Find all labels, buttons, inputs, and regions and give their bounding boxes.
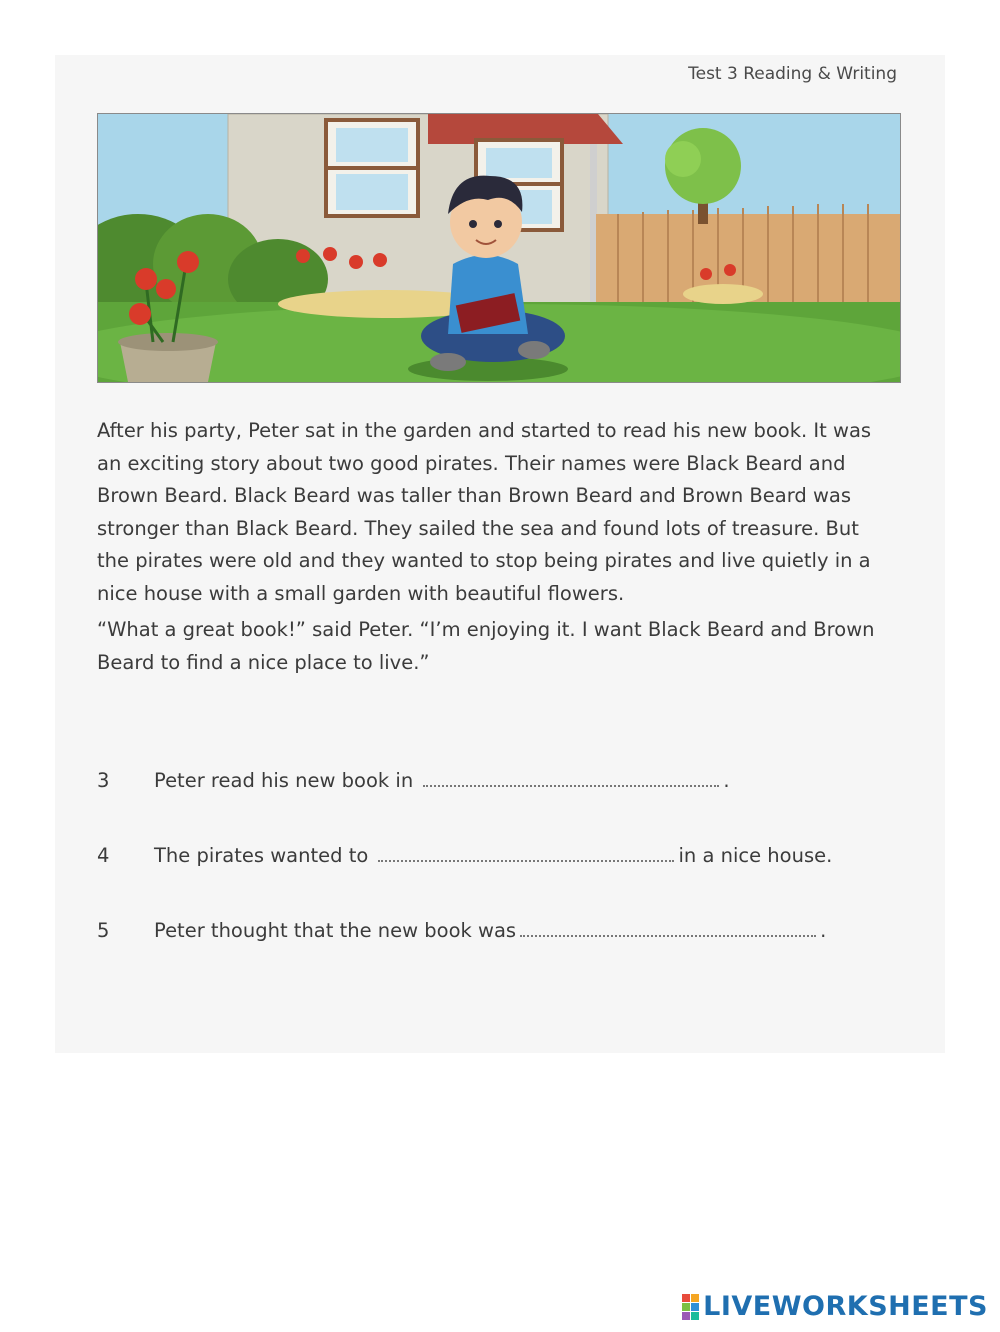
answer-blank-3[interactable] bbox=[423, 771, 719, 787]
worksheet-page bbox=[55, 55, 945, 1053]
question-number: 4 bbox=[97, 844, 110, 867]
liveworksheets-logo[interactable] bbox=[682, 1291, 988, 1322]
question-3 bbox=[97, 769, 730, 792]
liveworksheets-brand-text: LIVEWORKSHEETS bbox=[703, 1291, 988, 1322]
answer-blank-5[interactable] bbox=[520, 921, 816, 937]
liveworksheets-grid-icon bbox=[682, 1294, 699, 1320]
question-text: Peter thought that the new book was bbox=[154, 919, 517, 942]
story-paragraph-2: “What a great book!” said Peter. “I’m enjoying it. I want Black Beard and Brown Beard to find a nice place to live.” bbox=[97, 618, 875, 674]
question-end: . bbox=[820, 919, 827, 942]
question-text: The pirates wanted to bbox=[154, 844, 369, 867]
story-paragraph-1: After his party, Peter sat in the garden and started to read his new book. It was an exciting story about two good pirates. Their names were Black Beard and Brown Beard. Black Beard was taller than Brown Beard and Brown Beard was stronger than Black Beard. They sailed the sea and found lots of treasure. But the pirates were old and they wanted to stop being pirates and live quietly in a nice house with a small garden with beautiful flowers. bbox=[97, 419, 872, 605]
question-number: 3 bbox=[97, 769, 110, 792]
page-header: Test 3 Reading & Writing bbox=[688, 64, 897, 84]
question-end: . bbox=[723, 769, 730, 792]
question-5 bbox=[97, 919, 826, 942]
answer-blank-4[interactable] bbox=[378, 846, 674, 862]
question-number: 5 bbox=[97, 919, 110, 942]
question-end: in a nice house. bbox=[678, 844, 833, 867]
question-text: Peter read his new book in bbox=[154, 769, 414, 792]
story-text bbox=[97, 415, 897, 683]
boy-reading-in-garden-picture bbox=[97, 113, 901, 383]
question-4 bbox=[97, 844, 832, 867]
